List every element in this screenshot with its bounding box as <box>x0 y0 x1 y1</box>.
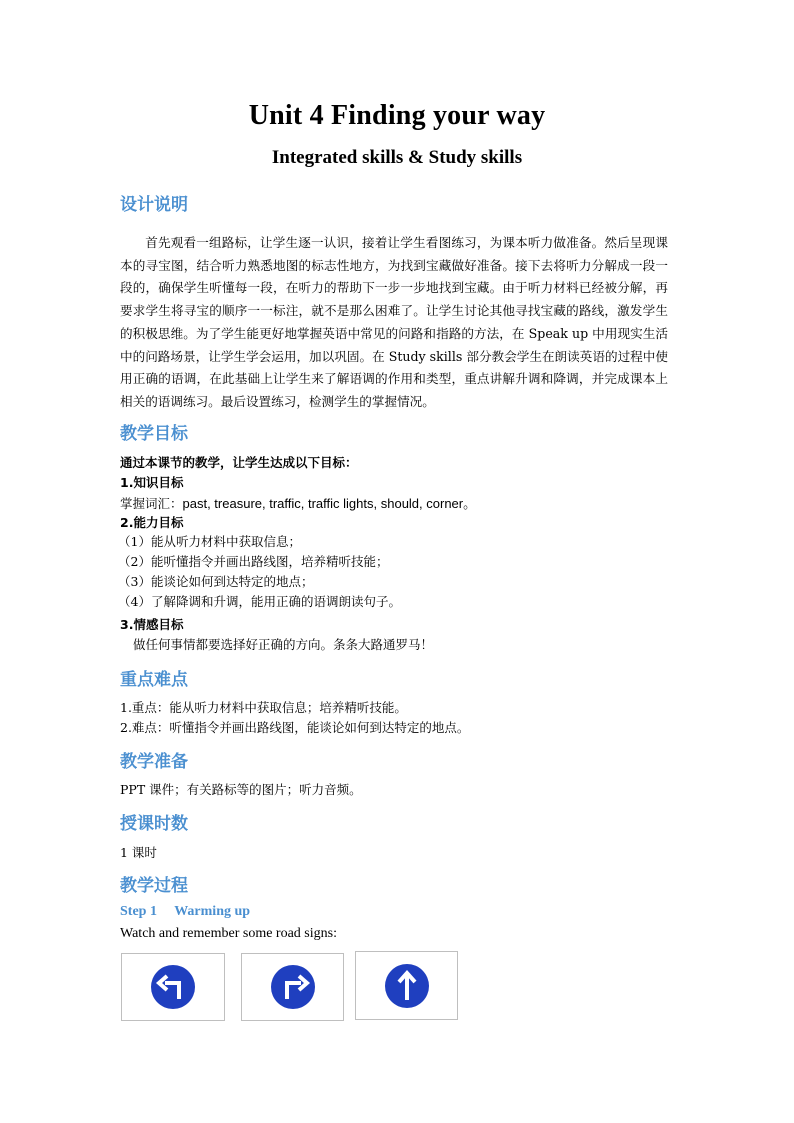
road-sign-image <box>241 953 344 1021</box>
design-paragraph: 首先观看一组路标，让学生逐一认识，接着让学生看图练习，为课本听力做准备。然后呈现课本的寻宝图，结合听力熟悉地图的标志性地方，为找到宝藏做好准备。接下去将听力分解成一段一段的，确保学生听懂每一段，在听力的帮助下一步一步地找到宝藏。由于听力材料已经被分解，再要求学生将寻宝的顺序一一标注，就不是那么困难了。让学生讨论其他寻找宝藏的路线，激发学生的积极思维。为了学生能更好地掌握英语中常见的问路和指路的方法，在 Speak up 中用现实生活中的问路场景，让学生学会运用，加以巩固。在 Study skills 部分教会学生在朗读英语的过程中使用正确的语调，在此基础上让学生来了解语调的作用和类型，重点讲解升调和降调，并完成课本上相关的语调练习。最后设置练习，检测学生的掌握情况。 <box>120 235 668 409</box>
emotion-text: 做任何事情都要选择好正确的方向。条条大路通罗马！ <box>133 637 434 652</box>
goals-heading: 教学目标 <box>120 424 188 444</box>
document-title: Unit 4 Finding your way <box>248 100 546 131</box>
process-heading: 教学过程 <box>120 876 188 896</box>
prep-text: PPT 课件；有关路标等的图片；听力音频。 <box>120 782 362 797</box>
keypoints-heading: 重点难点 <box>120 670 188 690</box>
turn-right-sign-icon <box>269 963 317 1011</box>
step-1-instruction: Watch and remember some road signs: <box>120 926 337 941</box>
design-heading: 设计说明 <box>120 195 188 215</box>
ability-item: （4）了解降调和升调，能用正确的语调朗读句子。 <box>118 594 401 609</box>
knowledge-line <box>120 493 476 512</box>
knowledge-title: 1.知识目标 <box>120 475 184 490</box>
ability-item: （1）能从听力材料中获取信息； <box>118 534 301 549</box>
road-sign-image <box>121 953 225 1021</box>
step-1-title: Step 1 Warming up <box>120 904 251 919</box>
document-subtitle: Integrated skills & Study skills <box>271 147 523 168</box>
turn-left-sign-icon <box>149 963 197 1011</box>
road-sign-image <box>355 951 458 1020</box>
ability-item: （2）能听懂指令并画出路线图，培养精听技能； <box>118 554 389 569</box>
key-point: 1.重点：能从听力材料中获取信息；培养精听技能。 <box>120 700 407 715</box>
difficult-point: 2.难点：听懂指令并画出路线图，能谈论如何到达特定的地点。 <box>120 720 470 735</box>
knowledge-prefix: 掌握词汇： <box>120 496 183 511</box>
emotion-title: 3.情感目标 <box>120 617 184 632</box>
hours-text: 1 课时 <box>120 845 157 860</box>
prep-heading: 教学准备 <box>120 752 188 772</box>
goals-intro: 通过本课节的教学，让学生达成以下目标： <box>120 455 358 470</box>
straight-ahead-sign-icon <box>383 962 431 1010</box>
knowledge-words: past, treasure, traffic, traffic lights, should, corner。 <box>182 496 477 511</box>
hours-heading: 授课时数 <box>120 814 188 834</box>
ability-title: 2.能力目标 <box>120 515 184 530</box>
ability-item: （3）能谈论如何到达特定的地点； <box>118 574 314 589</box>
